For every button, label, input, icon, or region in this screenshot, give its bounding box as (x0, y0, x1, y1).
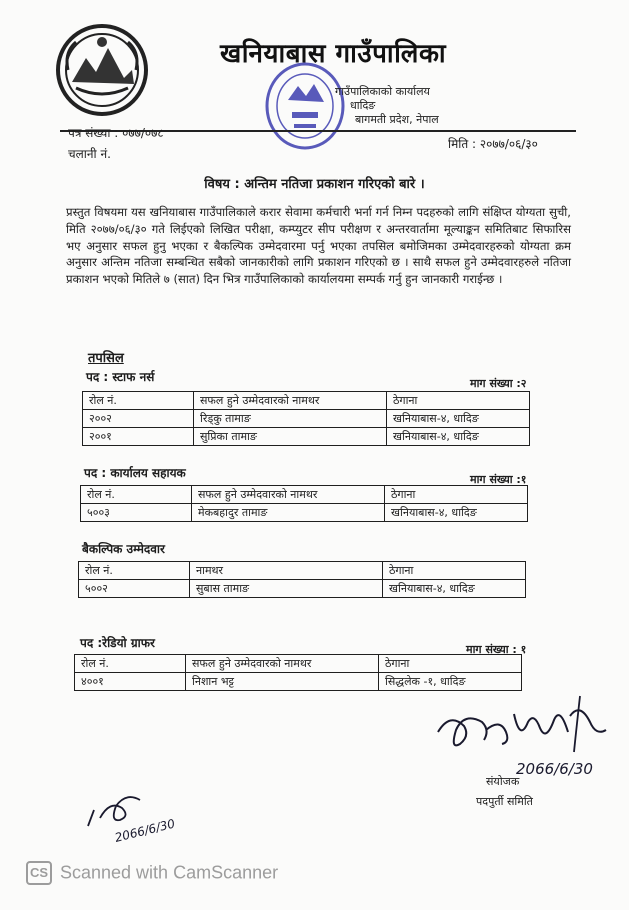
address-cell: खनियाबास-४, धादिङ (385, 504, 528, 522)
roll-cell: ५००२ (79, 580, 190, 598)
header-address: ठेगाना (383, 562, 526, 580)
demand-count: माग संख्या : १ (466, 643, 527, 656)
section-label: पद : स्टाफ नर्स (86, 370, 155, 384)
table-header-row (81, 486, 528, 504)
header-roll: रोल नं. (79, 562, 190, 580)
municipality-title: खनियाबास गाउँपालिका (220, 39, 447, 69)
table-row (81, 504, 528, 522)
name-cell: सुबास तामाङ (190, 580, 383, 598)
header-roll: रोल नं. (75, 655, 186, 673)
signatory-role: संयोजक (486, 775, 520, 788)
roll-cell: २००१ (83, 428, 194, 446)
chalani-number: चलानी नं. (68, 147, 111, 161)
signature-icon (430, 692, 610, 782)
address-cell: खनियाबास-४, धादिङ (387, 428, 530, 446)
watermark-text: Scanned with CamScanner (60, 862, 279, 883)
results-table-office-assistant (80, 485, 528, 522)
header-name: नामथर (190, 562, 383, 580)
roll-cell: ४००१ (75, 673, 186, 691)
header-roll: रोल नं. (83, 392, 194, 410)
demand-count: माग संख्या :१ (470, 473, 527, 486)
table-header-row (79, 562, 526, 580)
address-cell: खनियाबास-४, धादिङ (383, 580, 526, 598)
address-cell: सिद्धलेक -१, धादिङ (379, 673, 522, 691)
municipality-emblem-icon (54, 22, 150, 118)
header-name: सफल हुने उम्मेदवारको नामथर (186, 655, 379, 673)
name-cell: रिड्कु तामाङ (194, 410, 387, 428)
office-line: गाउँपालिकाको कार्यालय (335, 85, 430, 98)
results-table-alternate (78, 561, 526, 598)
district-line: धादिङ (350, 99, 376, 112)
table-row (75, 673, 522, 691)
letter-body: प्रस्तुत विषयमा यस खनियाबास गाउँपालिकाले करार सेवामा कर्मचारी भर्ना गर्न निम्न पदहरुको लागि संक्षिप्त योग्यता सुची, मिति २०७७/०६/३० गते लिईएको लिखित परीक्षा, कम्प्युटर सीप परीक्षण र अन्तरवार्तामा मूल्याङ्कन समितिबाट सिफारिस भए अनुसार सफल हुनु भएका र बैकल्पिक उम्मेदवारमा पर्नु भएका तपसिल बमोजिमका उम्मेदवारहरुको योग्यता क्रम अनुसार अन्तिम नतिजा सम्बन्धित सबैको जानकारीको लागि प्रकाशन गरिएको छ । साथै सफल हुने उम्मेदवारहरुले नतिजा प्रकाशन भएको मितिले ७ (सात) दिन भित्र गाउँपालिकाको कार्यालयमा सम्पर्क गर्नु हुन जानकारी गराईन्छ । (66, 205, 571, 287)
committee-name: पदपुर्ती समिति (476, 795, 533, 808)
header-address: ठेगाना (387, 392, 530, 410)
table-row (83, 410, 530, 428)
table-row (79, 580, 526, 598)
table-header-row (75, 655, 522, 673)
header-name: सफल हुने उम्मेदवारको नामथर (194, 392, 387, 410)
roll-cell: ५००३ (81, 504, 192, 522)
table-header-row (83, 392, 530, 410)
initials-date: 2066/6/30 (113, 816, 177, 845)
signature-date: 2066/6/30 (516, 760, 593, 778)
table-row (83, 428, 530, 446)
camscanner-watermark (26, 861, 278, 885)
roll-cell: २००२ (83, 410, 194, 428)
results-table-radiographer (74, 654, 522, 691)
office-stamp-icon (262, 60, 348, 156)
name-cell: सुप्रिका तामाङ (194, 428, 387, 446)
province-line: बागमती प्रदेश, नेपाल (355, 113, 439, 126)
name-cell: मेकबहादुर तामाङ (192, 504, 385, 522)
address-cell: खनियाबास-४, धादिङ (387, 410, 530, 428)
results-table-staff-nurse (82, 391, 530, 446)
section-label: पद : कार्यालय सहायक (84, 466, 186, 480)
initials-icon (80, 776, 200, 856)
camscanner-logo-icon: CS (26, 861, 52, 885)
header-roll: रोल नं. (81, 486, 192, 504)
letter-subject: विषय : अन्तिम नतिजा प्रकाशन गरिएको बारे । (204, 177, 425, 192)
name-cell: निशान भट्ट (186, 673, 379, 691)
header-name: सफल हुने उम्मेदवारको नामथर (192, 486, 385, 504)
section-label: पद :रेडियो ग्राफर (80, 636, 155, 650)
reference-number: पत्र संख्या : ०७७/०७८ (68, 126, 164, 140)
letter-date: मिति : २०७७/०६/३० (448, 137, 538, 151)
header-address: ठेगाना (385, 486, 528, 504)
tapsil-heading: तपसिल (88, 351, 124, 366)
header-address: ठेगाना (379, 655, 522, 673)
demand-count: माग संख्या :२ (470, 377, 527, 390)
section-label: बैकल्पिक उम्मेदवार (82, 542, 165, 556)
